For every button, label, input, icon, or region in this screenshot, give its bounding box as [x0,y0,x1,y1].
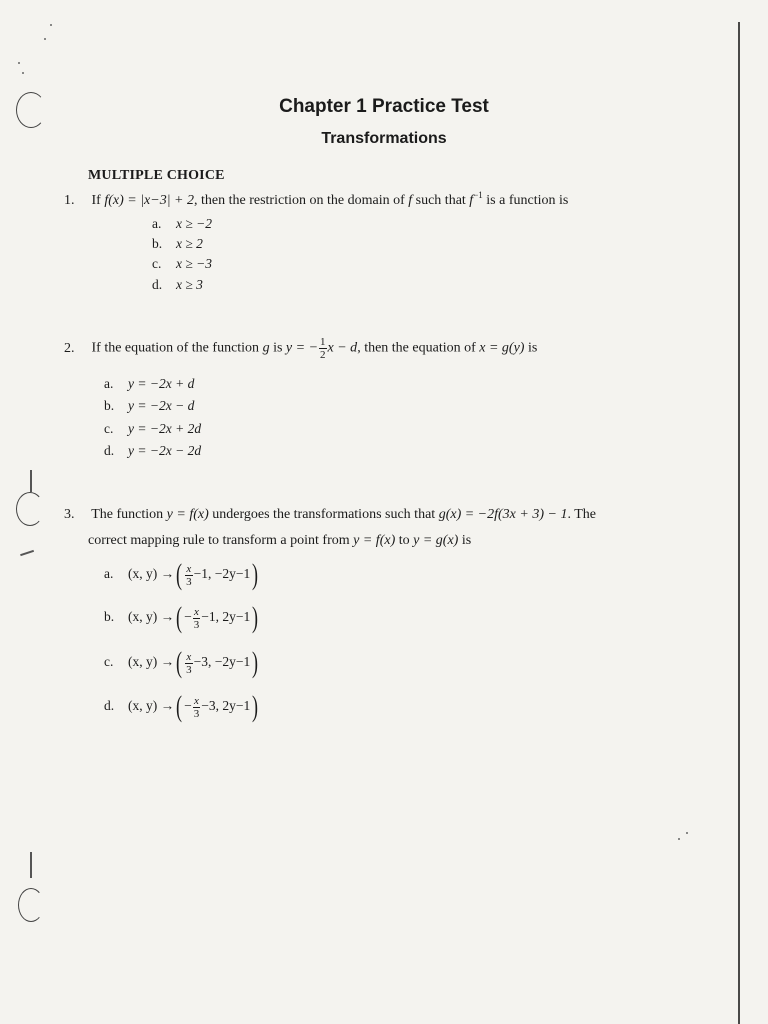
scan-speck [18,62,20,64]
option-1a: a. x ≥ −2 [152,216,213,231]
option-1b: b. x ≥ 2 [152,236,203,251]
scan-speck [44,38,46,40]
question-3-line-2: correct mapping rule to transform a point from y = f(x) to y = g(x) is [88,533,472,548]
scan-mark [30,470,32,492]
question-number: 3. [64,507,75,522]
scan-speck [50,24,52,26]
scan-speck [686,832,688,834]
option-2c: c. y = −2x + 2d [104,421,202,436]
page-edge-line [738,22,740,1024]
option-2a: a. y = −2x + d [104,376,195,391]
scan-mark [20,550,34,556]
option-3a: a. (x, y) →( $\frac{x}{3}$ −1, −2y−1) [104,558,259,591]
question-number: 1. [64,193,75,208]
question-number: 2. [64,340,75,356]
option-1c: c. x ≥ −3 [152,256,213,271]
fraction: $\frac{x}{3}$ [186,650,192,676]
question-1: 1. If f(x) = |x−3| + 2, then the restriction on the domain of f such that $f^{-1}$ is a function is [64,190,569,208]
scan-speck [22,72,24,74]
page-title: Chapter 1 Practice Test [279,96,489,117]
question-3: 3. The function y = f(x) undergoes the transformations such that g(x) = −2f(3x + 3) − 1. The [64,507,596,522]
option-2d: d. y = −2x − 2d [104,443,202,458]
fraction: $\frac{x}{3}$ [186,562,192,588]
option-3d: d. (x, y) →( − $\frac{x}{3}$ −3, 2y−1) [104,690,259,723]
page-subtitle: Transformations [321,130,447,147]
option-3c: c. (x, y) →( $\frac{x}{3}$ −3, −2y−1) [104,646,259,679]
fraction: $\frac{x}{3}$ [193,605,200,631]
binder-hole-mark [18,888,44,922]
option-3b: b. (x, y) →( − $\frac{x}{3}$ −1, 2y−1) [104,601,259,634]
scan-mark [30,852,32,878]
fraction: $\frac{x}{3}$ [193,694,200,720]
fraction: $\frac{1}{2}$ [320,336,326,361]
question-2: 2. If the equation of the function g is y = − $\frac{1}{2}$ x − d, then the equation of x = g(y) is [64,336,538,361]
section-heading: MULTIPLE CHOICE [88,168,225,183]
scan-speck [678,838,680,840]
option-1d: d. x ≥ 3 [152,277,203,292]
option-2b: b. y = −2x − d [104,398,195,413]
binder-hole-mark [16,492,44,526]
